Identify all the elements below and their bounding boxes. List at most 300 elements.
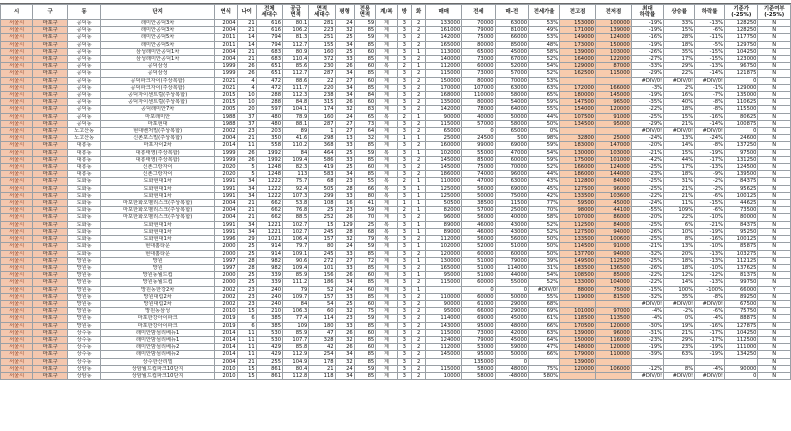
table-cell[interactable]: 50%: [529, 243, 560, 250]
table-cell[interactable]: 계: [376, 272, 398, 279]
table-cell[interactable]: 2004: [214, 48, 237, 55]
table-cell[interactable]: 2: [412, 84, 426, 91]
table-cell[interactable]: 103275: [725, 250, 758, 257]
table-cell[interactable]: 70000: [495, 77, 528, 84]
table-cell[interactable]: 24: [335, 286, 354, 293]
table-cell[interactable]: 1: [397, 135, 411, 142]
table-cell[interactable]: 공덕동: [67, 70, 100, 77]
table-cell[interactable]: 망원: [101, 264, 215, 271]
table-cell[interactable]: 67000: [495, 56, 528, 63]
table-cell[interactable]: 89000: [426, 228, 462, 235]
table-cell[interactable]: 87000: [595, 63, 631, 70]
table-cell[interactable]: 52%: [529, 221, 560, 228]
table-cell[interactable]: 14: [237, 41, 256, 48]
table-cell[interactable]: 130000: [426, 257, 462, 264]
table-cell[interactable]: 179000: [560, 351, 596, 358]
table-cell[interactable]: 23: [237, 293, 256, 300]
table-cell[interactable]: 84: [354, 92, 376, 99]
table-cell[interactable]: 42000: [495, 329, 528, 336]
table-cell[interactable]: 1: [412, 48, 426, 55]
table-cell[interactable]: 37: [237, 120, 256, 127]
table-cell[interactable]: 96000: [595, 185, 631, 192]
table-cell[interactable]: 26: [335, 214, 354, 221]
table-cell[interactable]: 287: [309, 120, 335, 127]
table-cell[interactable]: 90.6: [283, 257, 309, 264]
table-cell[interactable]: 공덕파크자이(주상복합): [101, 77, 215, 84]
table-cell[interactable]: 79000: [462, 27, 495, 34]
table-cell[interactable]: -22%: [631, 272, 663, 279]
table-row[interactable]: [1, 84, 791, 91]
table-cell[interactable]: 157: [309, 236, 335, 243]
table-cell[interactable]: 1991: [214, 228, 237, 235]
table-cell[interactable]: 74000: [462, 171, 495, 178]
table-cell[interactable]: 52%: [529, 70, 560, 77]
table-cell[interactable]: 공덕동: [67, 92, 100, 99]
table-cell[interactable]: 8%: [664, 365, 695, 372]
table-row[interactable]: [1, 358, 791, 365]
table-cell[interactable]: 래미안공덕5차: [101, 34, 215, 41]
table-cell[interactable]: 망원동한강2차: [101, 286, 215, 293]
table-row[interactable]: [1, 286, 791, 293]
table-cell[interactable]: 112125: [725, 257, 758, 264]
table-cell[interactable]: 26: [335, 272, 354, 279]
table-cell[interactable]: 75.7: [283, 178, 309, 185]
column-header[interactable]: 기준여부 (-25%): [758, 5, 791, 20]
table-cell[interactable]: 139000: [560, 329, 596, 336]
table-cell[interactable]: 3: [397, 92, 411, 99]
table-cell[interactable]: 계: [376, 34, 398, 41]
table-cell[interactable]: 서울시: [1, 351, 33, 358]
table-cell[interactable]: 망원동: [67, 272, 100, 279]
table-cell[interactable]: 107.3: [283, 192, 309, 199]
table-cell[interactable]: 1999: [214, 70, 237, 77]
table-cell[interactable]: 254: [309, 351, 335, 358]
table-row[interactable]: [1, 372, 791, 379]
table-cell[interactable]: N: [758, 250, 791, 257]
table-cell[interactable]: 53.8: [283, 200, 309, 207]
table-cell[interactable]: 3: [397, 70, 411, 77]
table-cell[interactable]: 15: [237, 308, 256, 315]
table-cell[interactable]: 3: [397, 372, 411, 379]
table-cell[interactable]: [560, 77, 596, 84]
table-cell[interactable]: 580%: [529, 372, 560, 379]
table-cell[interactable]: 287: [309, 70, 335, 77]
table-cell[interactable]: 계: [376, 128, 398, 135]
table-cell[interactable]: 58000: [462, 372, 495, 379]
table-cell[interactable]: -16%: [695, 236, 725, 243]
table-cell[interactable]: 2004: [214, 207, 237, 214]
table-cell[interactable]: 240: [256, 293, 282, 300]
table-cell[interactable]: 11: [237, 336, 256, 343]
table-cell[interactable]: -4%: [631, 315, 663, 322]
table-cell[interactable]: -6%: [695, 27, 725, 34]
table-cell[interactable]: 마포구: [33, 279, 68, 286]
table-cell[interactable]: N: [758, 300, 791, 307]
table-cell[interactable]: N: [758, 135, 791, 142]
table-cell[interactable]: 2: [397, 207, 411, 214]
table-cell[interactable]: 65%: [529, 92, 560, 99]
table-cell[interactable]: 339: [256, 272, 282, 279]
table-cell[interactable]: 119000: [560, 293, 596, 300]
table-cell[interactable]: 79000: [495, 257, 528, 264]
table-cell[interactable]: 85: [354, 70, 376, 77]
table-row[interactable]: [1, 336, 791, 343]
table-cell[interactable]: 복: [376, 192, 398, 199]
table-cell[interactable]: 419: [309, 164, 335, 171]
table-cell[interactable]: 1: [412, 178, 426, 185]
table-cell[interactable]: 41: [354, 200, 376, 207]
table-cell[interactable]: #DIV/0!: [695, 128, 725, 135]
table-cell[interactable]: 46000: [462, 221, 495, 228]
table-row[interactable]: [1, 27, 791, 34]
table-cell[interactable]: 98%: [529, 135, 560, 142]
table-cell[interactable]: 56000: [495, 236, 528, 243]
table-cell[interactable]: 67500: [725, 300, 758, 307]
table-cell[interactable]: 139000: [595, 27, 631, 34]
table-cell[interactable]: 복: [376, 228, 398, 235]
table-cell[interactable]: 139000: [560, 48, 596, 55]
table-cell[interactable]: 88875: [725, 315, 758, 322]
table-cell[interactable]: 114000: [495, 264, 528, 271]
table-cell[interactable]: 148000: [560, 344, 596, 351]
table-cell[interactable]: [695, 358, 725, 365]
table-cell[interactable]: 0: [462, 286, 495, 293]
table-cell[interactable]: 2: [412, 41, 426, 48]
table-cell[interactable]: 래미안밤섬리베뉴1: [101, 336, 215, 343]
table-cell[interactable]: 129000: [560, 63, 596, 70]
table-cell[interactable]: 공덕동: [67, 63, 100, 70]
table-cell[interactable]: 1991: [214, 221, 237, 228]
table-cell[interactable]: 3: [397, 185, 411, 192]
table-cell[interactable]: [595, 358, 631, 365]
table-cell[interactable]: 80000: [725, 214, 758, 221]
table-cell[interactable]: N: [758, 236, 791, 243]
table-cell[interactable]: 102.7: [283, 228, 309, 235]
table-cell[interactable]: [426, 358, 462, 365]
table-cell[interactable]: 170000: [426, 84, 462, 91]
table-cell[interactable]: 113000: [426, 48, 462, 55]
table-cell[interactable]: 신촌포스빌(주상복합): [101, 135, 215, 142]
table-cell[interactable]: 80000: [462, 99, 495, 106]
table-cell[interactable]: 47%: [529, 344, 560, 351]
table-cell[interactable]: 75000: [595, 286, 631, 293]
column-header[interactable]: 하락률: [695, 5, 725, 20]
table-cell[interactable]: 도화동: [67, 207, 100, 214]
table-cell[interactable]: 63%: [529, 84, 560, 91]
table-cell[interactable]: 삼성래미안공덕1차: [101, 56, 215, 63]
table-cell[interactable]: 328: [309, 336, 335, 343]
table-cell[interactable]: 3: [397, 27, 411, 34]
table-cell[interactable]: 19%: [664, 322, 695, 329]
table-cell[interactable]: 3: [397, 264, 411, 271]
table-cell[interactable]: N: [758, 20, 791, 27]
table-cell[interactable]: 21: [237, 200, 256, 207]
table-cell[interactable]: 90000: [725, 365, 758, 372]
table-cell[interactable]: 복: [376, 113, 398, 120]
table-cell[interactable]: 102.7: [283, 221, 309, 228]
table-cell[interactable]: 53%: [529, 20, 560, 27]
table-cell[interactable]: 56000: [462, 185, 495, 192]
table-cell[interactable]: 마포구: [33, 236, 68, 243]
table-cell[interactable]: -21%: [695, 221, 725, 228]
table-cell[interactable]: 도화현대1차: [101, 221, 215, 228]
table-cell[interactable]: 서울시: [1, 192, 33, 199]
table-cell[interactable]: 44625: [725, 200, 758, 207]
table-cell[interactable]: 40000: [495, 214, 528, 221]
table-cell[interactable]: 683: [256, 48, 282, 55]
table-cell[interactable]: 58%: [529, 48, 560, 55]
table-cell[interactable]: 251: [309, 34, 335, 41]
table-cell[interactable]: 2015: [214, 92, 237, 99]
table-cell[interactable]: 288: [256, 99, 282, 106]
table-cell[interactable]: -21%: [631, 149, 663, 156]
table-cell[interactable]: 107500: [560, 113, 596, 120]
table-cell[interactable]: 112000: [426, 236, 462, 243]
table-cell[interactable]: 1: [412, 257, 426, 264]
table-cell[interactable]: 82000: [426, 207, 462, 214]
table-cell[interactable]: 120000: [595, 322, 631, 329]
table-cell[interactable]: 60000: [495, 156, 528, 163]
table-row[interactable]: [1, 178, 791, 185]
table-cell[interactable]: 2: [397, 113, 411, 120]
table-cell[interactable]: 계: [376, 41, 398, 48]
table-cell[interactable]: -2%: [695, 185, 725, 192]
table-cell[interactable]: 26: [237, 63, 256, 70]
table-cell[interactable]: 106.3: [283, 308, 309, 315]
table-cell[interactable]: 2: [412, 70, 426, 77]
table-cell[interactable]: 서울시: [1, 34, 33, 41]
table-cell[interactable]: 3: [397, 214, 411, 221]
table-cell[interactable]: 79000: [462, 336, 495, 343]
table-cell[interactable]: 마포구: [33, 171, 68, 178]
table-cell[interactable]: 651: [256, 63, 282, 70]
table-cell[interactable]: 1999: [214, 63, 237, 70]
table-cell[interactable]: -23%: [631, 171, 663, 178]
table-cell[interactable]: 1991: [214, 178, 237, 185]
table-cell[interactable]: 180: [309, 322, 335, 329]
table-cell[interactable]: 복: [376, 178, 398, 185]
table-cell[interactable]: 32: [335, 336, 354, 343]
table-cell[interactable]: N: [758, 56, 791, 63]
table-cell[interactable]: 2020: [214, 164, 237, 171]
table-cell[interactable]: 21%: [664, 185, 695, 192]
table-cell[interactable]: -25%: [631, 257, 663, 264]
table-cell[interactable]: 마포구: [33, 365, 68, 372]
table-cell[interactable]: 112000: [426, 63, 462, 70]
table-cell[interactable]: 계: [376, 344, 398, 351]
table-cell[interactable]: 32: [335, 106, 354, 113]
table-cell[interactable]: -7%: [695, 92, 725, 99]
table-cell[interactable]: 계: [376, 56, 398, 63]
table-cell[interactable]: 79: [354, 236, 376, 243]
table-cell[interactable]: 서울시: [1, 344, 33, 351]
table-cell[interactable]: 21: [237, 20, 256, 27]
table-cell[interactable]: -13%: [695, 257, 725, 264]
table-cell[interactable]: 73000: [462, 70, 495, 77]
table-cell[interactable]: 133500: [560, 192, 596, 199]
table-cell[interactable]: -17%: [695, 156, 725, 163]
table-cell[interactable]: N: [758, 70, 791, 77]
table-cell[interactable]: 서울시: [1, 264, 33, 271]
table-cell[interactable]: 2000: [214, 243, 237, 250]
table-cell[interactable]: 서울시: [1, 135, 33, 142]
table-cell[interactable]: 55%: [529, 106, 560, 113]
table-cell[interactable]: -25%: [631, 221, 663, 228]
table-cell[interactable]: #DIV/0!: [664, 300, 695, 307]
table-cell[interactable]: 2: [412, 264, 426, 271]
table-cell[interactable]: 33: [335, 142, 354, 149]
table-cell[interactable]: 186: [309, 279, 335, 286]
table-cell[interactable]: 38500: [462, 200, 495, 207]
table-cell[interactable]: 15%: [664, 27, 695, 34]
table-cell[interactable]: N: [758, 142, 791, 149]
column-header[interactable]: 공급 면적: [283, 5, 309, 20]
table-cell[interactable]: 89: [283, 128, 309, 135]
table-cell[interactable]: 133000: [560, 279, 596, 286]
table-cell[interactable]: 마포구: [33, 358, 68, 365]
table-cell[interactable]: 32: [335, 308, 354, 315]
table-cell[interactable]: 1: [412, 221, 426, 228]
table-row[interactable]: [1, 63, 791, 70]
table-cell[interactable]: 2: [412, 250, 426, 257]
table-cell[interactable]: 165000: [426, 41, 462, 48]
table-cell[interactable]: 32: [335, 358, 354, 365]
table-cell[interactable]: [426, 286, 462, 293]
table-cell[interactable]: -14%: [695, 120, 725, 127]
table-cell[interactable]: 서울시: [1, 178, 33, 185]
table-cell[interactable]: 25: [237, 243, 256, 250]
table-cell[interactable]: [595, 300, 631, 307]
table-cell[interactable]: 25: [335, 149, 354, 156]
table-cell[interactable]: 서울시: [1, 365, 33, 372]
table-cell[interactable]: 22: [309, 77, 335, 84]
table-cell[interactable]: 3: [397, 322, 411, 329]
table-cell[interactable]: 51000: [462, 272, 495, 279]
table-cell[interactable]: 25: [335, 48, 354, 55]
table-cell[interactable]: 42%: [529, 192, 560, 199]
table-cell[interactable]: 계: [376, 250, 398, 257]
table-cell[interactable]: 망원동: [67, 315, 100, 322]
table-row[interactable]: [1, 156, 791, 163]
table-cell[interactable]: 계: [376, 293, 398, 300]
table-cell[interactable]: 3: [397, 257, 411, 264]
table-cell[interactable]: 80000: [462, 41, 495, 48]
table-cell[interactable]: 133500: [560, 236, 596, 243]
table-cell[interactable]: N: [758, 164, 791, 171]
table-cell[interactable]: 73: [354, 120, 376, 127]
table-cell[interactable]: 48000: [495, 322, 528, 329]
table-cell[interactable]: 61000: [462, 300, 495, 307]
table-cell[interactable]: 60000: [462, 63, 495, 70]
table-cell[interactable]: 85: [354, 142, 376, 149]
table-cell[interactable]: 서울시: [1, 250, 33, 257]
table-cell[interactable]: 3: [397, 149, 411, 156]
table-row[interactable]: [1, 41, 791, 48]
table-cell[interactable]: 마포래미안: [101, 113, 215, 120]
table-cell[interactable]: 3: [397, 221, 411, 228]
table-cell[interactable]: -29%: [631, 70, 663, 77]
table-cell[interactable]: 마포구: [33, 315, 68, 322]
table-cell[interactable]: 128250: [725, 27, 758, 34]
table-cell[interactable]: 1021: [256, 236, 282, 243]
column-header[interactable]: 상승률: [664, 5, 695, 20]
table-cell[interactable]: 서울시: [1, 77, 33, 84]
table-cell[interactable]: -6%: [695, 192, 725, 199]
table-cell[interactable]: 175000: [560, 156, 596, 163]
table-cell[interactable]: 129000: [725, 84, 758, 91]
table-cell[interactable]: N: [758, 185, 791, 192]
table-cell[interactable]: 91000: [595, 243, 631, 250]
table-cell[interactable]: 3: [397, 351, 411, 358]
table-cell[interactable]: 84: [283, 300, 309, 307]
table-cell[interactable]: 2021: [214, 77, 237, 84]
table-cell[interactable]: 1222: [256, 178, 282, 185]
table-cell[interactable]: -15%: [695, 48, 725, 55]
table-cell[interactable]: [725, 358, 758, 365]
table-cell[interactable]: 480: [256, 113, 282, 120]
table-cell[interactable]: 99000: [462, 142, 495, 149]
table-cell[interactable]: 66000: [495, 34, 528, 41]
table-cell[interactable]: -21%: [631, 243, 663, 250]
table-cell[interactable]: 662: [256, 214, 282, 221]
table-cell[interactable]: -19%: [695, 344, 725, 351]
table-cell[interactable]: 115500: [725, 106, 758, 113]
table-cell[interactable]: 116000: [595, 336, 631, 343]
table-cell[interactable]: 33: [335, 250, 354, 257]
table-cell[interactable]: 95000: [426, 308, 462, 315]
table-cell[interactable]: 23: [237, 286, 256, 293]
table-cell[interactable]: 21: [237, 48, 256, 55]
table-cell[interactable]: -26%: [631, 228, 663, 235]
table-cell[interactable]: -3%: [631, 84, 663, 91]
table-cell[interactable]: 368: [309, 142, 335, 149]
column-header[interactable]: 전체 세대수: [256, 5, 282, 20]
table-cell[interactable]: N: [758, 171, 791, 178]
table-cell[interactable]: 70%: [529, 207, 560, 214]
table-cell[interactable]: 81.3: [283, 34, 309, 41]
table-cell[interactable]: 대흥동: [67, 149, 100, 156]
table-cell[interactable]: 도화현대1차: [101, 185, 215, 192]
table-cell[interactable]: 마포구: [33, 214, 68, 221]
table-cell[interactable]: 21%: [664, 192, 695, 199]
table-cell[interactable]: 245: [309, 228, 335, 235]
table-cell[interactable]: 29000: [495, 308, 528, 315]
table-cell[interactable]: 60: [354, 300, 376, 307]
table-cell[interactable]: 계: [376, 77, 398, 84]
table-cell[interactable]: 도화현대1차: [101, 178, 215, 185]
table-cell[interactable]: N: [758, 34, 791, 41]
table-cell[interactable]: 마포구: [33, 322, 68, 329]
table-cell[interactable]: -13%: [695, 63, 725, 70]
table-cell[interactable]: 6: [237, 322, 256, 329]
table-cell[interactable]: 530: [256, 336, 282, 343]
table-cell[interactable]: 1: [412, 200, 426, 207]
table-cell[interactable]: 복: [376, 236, 398, 243]
table-cell[interactable]: 4: [237, 77, 256, 84]
table-cell[interactable]: 마포구: [33, 192, 68, 199]
table-cell[interactable]: 180000: [560, 92, 596, 99]
table-cell[interactable]: 85000: [495, 41, 528, 48]
table-cell[interactable]: 56000: [462, 214, 495, 221]
table-cell[interactable]: 85: [354, 27, 376, 34]
table-cell[interactable]: 래미안밤섬리베뉴2: [101, 351, 215, 358]
table-cell[interactable]: 60: [354, 286, 376, 293]
table-cell[interactable]: 10: [237, 99, 256, 106]
table-cell[interactable]: 계: [376, 365, 398, 372]
table-cell[interactable]: 339: [256, 279, 282, 286]
table-cell[interactable]: 139000: [560, 358, 596, 365]
table-cell[interactable]: -25%: [631, 236, 663, 243]
